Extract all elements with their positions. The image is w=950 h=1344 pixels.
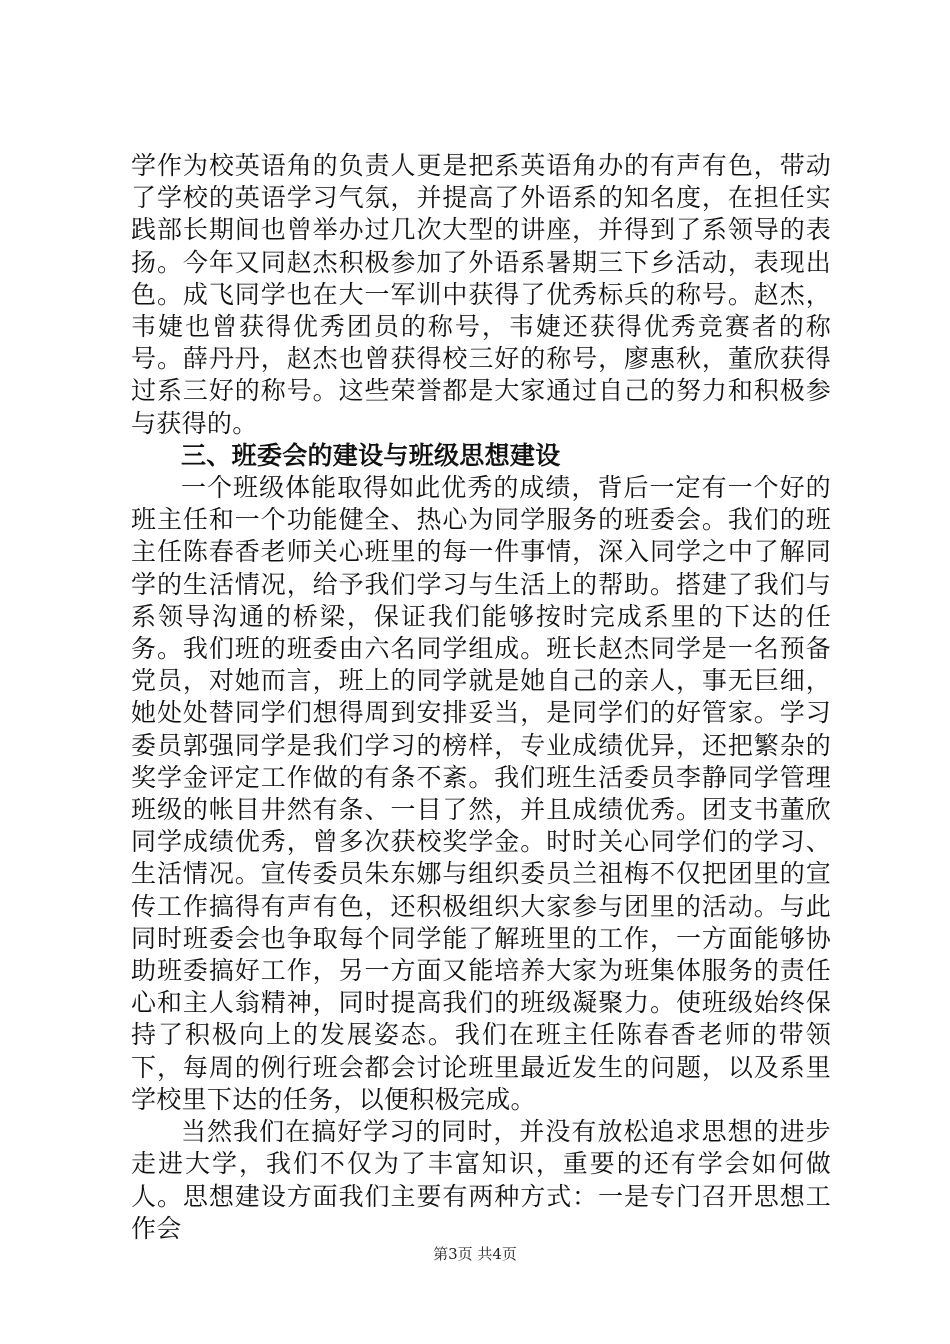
page-number-footer: 第3页 共4页 [433, 1245, 517, 1263]
paragraph-class-committee: 一个班级体能取得如此优秀的成绩，背后一定有一个好的班主任和一个功能健全、热心为同学服务的班委会。我们的班主任陈春香老师关心班里的每一件事情，深入同学之中了解同学的生活情况，给予我们学习与生活上的帮助。搭建了我们与系领导沟通的桥梁，保证我们能够按时完成系里的下达的任务。我们班的班委由六名同学组成。班长赵杰同学是一名预备党员，对她而言，班上的同学就是她自己的亲人，事无巨细，她处处替同学们想得周到安排妥当，是同学们的好管家。学习委员郭强同学是我们学习的榜样，专业成绩优异，还把繁杂的奖学金评定工作做的有条不紊。我们班生活委员李静同学管理班级的帐目井然有条、一目了然，并且成绩优秀。团支书董欣同学成绩优秀，曾多次获校奖学金。时时关心同学们的学习、生活情况。宣传委员朱东娜与组织委员兰祖梅不仅把团里的宣传工作搞得有声有色，还积极组织大家参与团里的活动。与此同时班委会也争取每个同学能了解班里的工作，一方面能够协助班委搞好工作，另一方面又能培养大家为班集体服务的责任心和主人翁精神，同时提高我们的班级凝聚力。使班级始终保持了积极向上的发展姿态。我们在班主任陈春香老师的带领下，每周的例行班会都会讨论班里最近发生的问题，以及系里学校里下达的任务，以便积极完成。 [131, 473, 831, 1114]
section-heading-3: 三、班委会的建设与班级思想建设 [181, 440, 561, 470]
paragraph-ideology: 当然我们在搞好学习的同时，并没有放松追求思想的进步走进大学，我们不仅为了丰富知识，重要的还有学会如何做人。思想建设方面我们主要有两种方式：一是专门召开思想工作会 [131, 1117, 831, 1243]
paragraph-honors: 学作为校英语角的负责人更是把系英语角办的有声有色，带动了学校的英语学习气氛，并提高了外语系的知名度，在担任实践部长期间也曾举办过几次大型的讲座，并得到了系领导的表扬。今年又同赵杰积极参加了外语系暑期三下乡活动，表现出色。成飞同学也在大一军训中获得了优秀标兵的称号。赵杰，韦婕也曾获得优秀团员的称号，韦婕还获得优秀竞赛者的称号。薛丹丹，赵杰也曾获得校三好的称号，廖惠秋，董欣获得过系三好的称号。这些荣誉都是大家通过自己的努力和积极参与获得的。 [131, 151, 831, 438]
document-body [131, 150, 831, 1245]
